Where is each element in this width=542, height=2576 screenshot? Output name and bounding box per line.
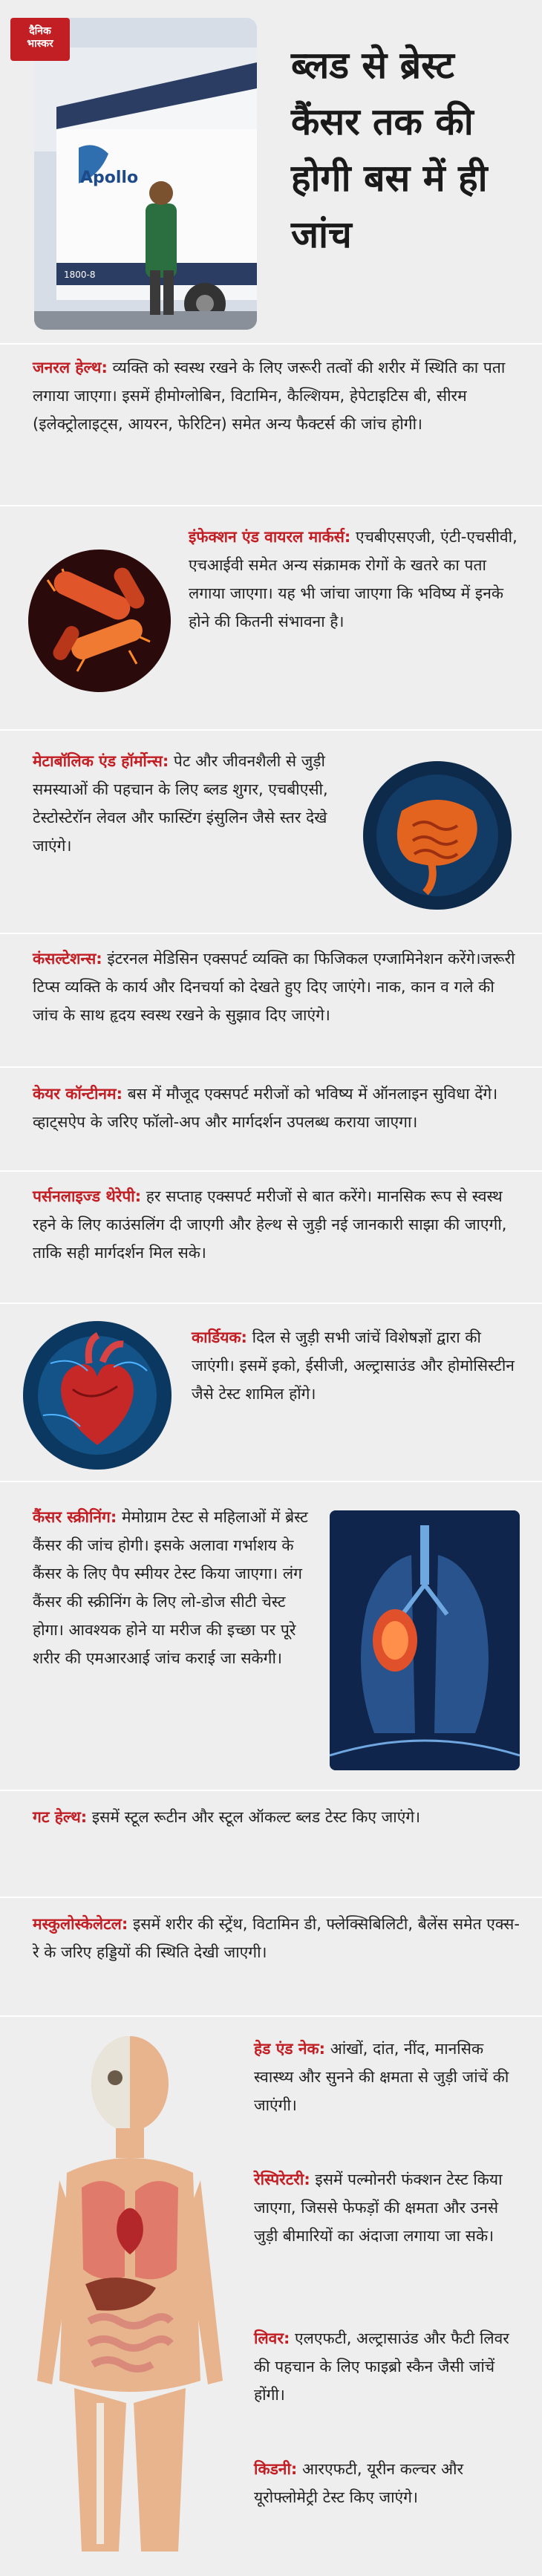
hero-header <box>0 0 542 342</box>
section-label: गट हेल्थ: <box>33 1808 88 1826</box>
section-cardiac <box>0 1302 542 1479</box>
lungs-illustration <box>330 1510 520 1770</box>
section-label: मस्कुलोस्केलेटल: <box>33 1915 128 1933</box>
section-text: कैंसर स्क्रीनिंग: मेमोग्राम टेस्ट से महिलाओं में ब्रेस्ट कैंसर की जांच होगी। इसके अलावा गर्भाशय के कैंसर के लिए पैप स्मीयर टेस्ट किया जाएगा। लंग कैंसर की स्क्रीनिंग के लिए लो-डोज सीटी चेस्ट होगा। आवश्यक होने या मरीज की इच्छा पर पूरे शरीर की एमआरआई जांच कराई जा सकेगी। <box>33 1508 308 1667</box>
section-care-continuum <box>0 1066 542 1169</box>
section-label: मेटाबॉलिक एंड हॉर्मोन्स: <box>33 752 169 770</box>
bus-brand-text: Apollo <box>80 169 139 187</box>
section-label: जनरल हेल्थ: <box>33 359 108 376</box>
section-gut-health <box>0 1790 542 1895</box>
section-label: किडनी: <box>254 2460 298 2478</box>
section-label: पर्सनलाइज्ड थेरेपी: <box>33 1187 142 1205</box>
section-head-neck: हेड एंड नेक: आंखों, दांत, नींद, मानसिक स्वास्थ्य और सुनने की क्षमता से जुड़ी जांचें की जाएंगी। <box>254 2040 509 2114</box>
section-metabolic-hormones <box>0 729 542 931</box>
section-label: कंसल्टेशन्स: <box>33 950 102 968</box>
section-label: लिवर: <box>254 2329 290 2347</box>
section-consultations <box>0 933 542 1065</box>
section-personalised-therapy <box>0 1170 542 1301</box>
dainik-bhaskar-logo: दैनिक भास्कर <box>10 18 70 61</box>
virus-illustration <box>25 547 174 695</box>
section-general-health <box>0 343 542 503</box>
section-text: मेटाबॉलिक एंड हॉर्मोन्स: पेट और जीवनशैली से जुड़ी समस्याओं की पहचान के लिए ब्लड शुगर, एचबीएसी, टेस्टोस्टेरॉन लेवल और फास्टिंग इंसुलिन जैसे स्तर देखे जाएंगे। <box>33 752 328 855</box>
section-liver: लिवर: एलएफटी, अल्ट्रासाउंड और फैटी लिवर की पहचान के लिए फाइब्रो स्कैन जैसी जांचें होंगी। <box>254 2329 509 2404</box>
intestine-illustration <box>361 759 514 912</box>
section-text: मस्कुलोस्केलेटल: इसमें शरीर की स्ट्रेंथ, विटामिन डी, फ्लेक्सिबिलिटी, बैलेंस समेत एक्स-रे के जरिए हड्डियों की स्थिति देखी जाएगी। <box>33 1915 520 1961</box>
section-label: हेड एंड नेक: <box>254 2040 326 2058</box>
heart-illustration <box>21 1319 174 1472</box>
section-text: इंफेक्शन एंड वायरल मार्कर्स: एचबीएसएजी, एंटी-एचसीवी, एचआईवी समेत अन्य संक्रामक रोगों के खतरे का पता लगाया जाएगा। यह भी जांचा जाएगा कि भविष्य में इनके होने की कितनी संभावना है। <box>189 528 517 630</box>
section-text: जनरल हेल्थ: व्यक्ति को स्वस्थ रखने के लिए जरूरी तत्वों की शरीर में स्थिति का पता लगाया जाएगा। इसमें हीमोग्लोबिन, विटामिन, कैल्शियम, हेपेटाइटिस बी, सीरम (इलेक्ट्रोलाइट्स, आयरन, फेरिटिन) समेत अन्य फैक्टर्स की जांच होगी। <box>33 359 506 433</box>
section-text: गट हेल्थ: इसमें स्टूल रूटीन और स्टूल ऑकल्ट ब्लड टेस्ट किए जाएंगे। <box>33 1808 421 1826</box>
section-label: केयर कॉन्टीनम: <box>33 1085 123 1103</box>
section-infection-viral-markers <box>0 505 542 728</box>
bus-phone-text: 1800-8 <box>64 270 96 280</box>
section-label: कार्डियक: <box>192 1328 247 1346</box>
section-text: कंसल्टेशन्स: इंटरनल मेडिसिन एक्सपर्ट व्यक्ति का फिजिकल एग्जामिनेशन करेंगे।जरूरी टिप्स व्यक्ति के कार्य और दिनचर्या को देखते हुए दिए जाएंगे। नाक, कान व गले की जांच के साथ हृदय स्वस्थ रखने के सुझाव दिए जाएंगे। <box>33 950 515 1024</box>
section-kidney: किडनी: आरएफटी, यूरीन कल्चर और यूरोफ्लोमेट्री टेस्ट किए जाएंगे। <box>254 2460 464 2506</box>
page-title: ब्लड से ब्रेस्ट कैंसर तक की होगी बस में ही जांच <box>291 44 488 256</box>
section-musculoskeletal <box>0 1897 542 2014</box>
section-organ-block <box>0 2015 542 2576</box>
section-label: रेस्पिरेटरी: <box>254 2171 310 2188</box>
anatomy-illustration <box>30 2032 230 2566</box>
section-text: केयर कॉन्टीनम: बस में मौजूद एक्सपर्ट मरीजों को भविष्य में ऑनलाइन सुविधा देंगे। व्हाट्सऐप के जरिए फॉलो-अप और मार्गदर्शन उपलब्ध कराया जाएगा। <box>33 1085 498 1131</box>
section-text: कार्डियक: दिल से जुड़ी सभी जांचें विशेषज्ञों द्वारा की जाएंगी। इसमें इको, ईसीजी, अल्ट्रासाउंड और होमोसिस्टीन जैसे टेस्ट शामिल होंगे। <box>192 1328 515 1403</box>
section-label: इंफेक्शन एंड वायरल मार्कर्स: <box>189 528 351 546</box>
section-text: पर्सनलाइज्ड थेरेपी: हर सप्ताह एक्सपर्ट मरीजों से बात करेंगे। मानसिक रूप से स्वस्थ रहने के लिए काउंसलिंग दी जाएगी और हेल्थ से जुड़ी नई जानकारी साझा की जाएगी, ताकि सही मार्गदर्शन मिल सके। <box>33 1187 507 1262</box>
section-respiratory: रेस्पिरेटरी: इसमें पल्मोनरी फंक्शन टेस्ट किया जाएगा, जिससे फेफड़ों की क्षमता और उनसे जुड़ी बीमारियों का अंदाजा लगाया जा सके। <box>254 2171 503 2245</box>
section-cancer-screening <box>0 1481 542 1788</box>
bus-photo <box>34 18 257 330</box>
section-label: कैंसर स्क्रीनिंग: <box>33 1508 117 1526</box>
